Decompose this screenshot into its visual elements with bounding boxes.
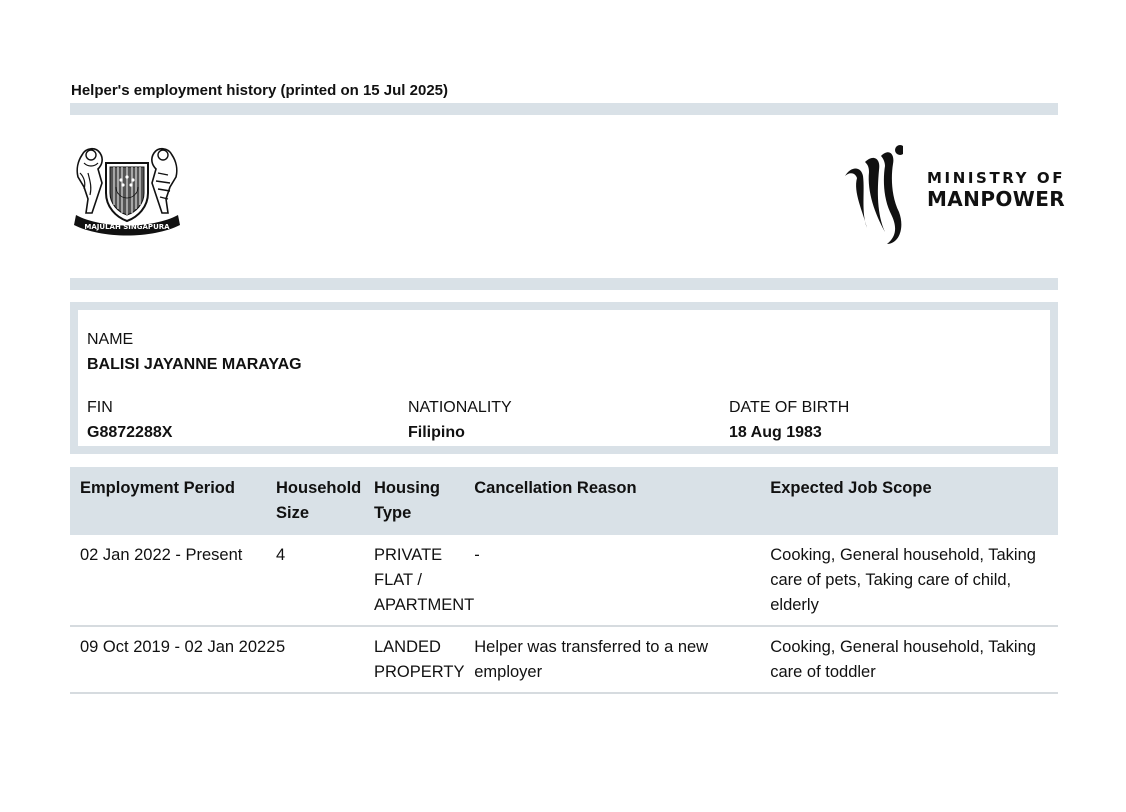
fin-value: G8872288X — [87, 424, 173, 441]
employment-history-table — [70, 467, 1058, 694]
cell-cancellation-reason: Helper was transferred to a new employer — [474, 626, 770, 693]
header-employment-period: Employment Period — [70, 467, 276, 535]
cell-household-size: 5 — [276, 626, 374, 693]
mom-wordmark-line1: MINISTRY OF — [927, 169, 1066, 187]
logo-divider-bar — [70, 278, 1058, 290]
table-row — [70, 535, 1058, 626]
ministry-of-manpower-logo — [843, 140, 903, 248]
nationality-label: NATIONALITY — [408, 399, 512, 416]
cell-housing-type: LANDED PROPERTY — [374, 626, 474, 693]
singapore-coat-of-arms-logo — [72, 143, 182, 239]
date-of-birth-value: 18 Aug 1983 — [729, 424, 822, 441]
cell-expected-job-scope: Cooking, General household, Taking care of toddler — [770, 626, 1058, 693]
header-expected-job-scope: Expected Job Scope — [770, 467, 1058, 535]
table-header-row — [70, 467, 1058, 535]
name-value: BALISI JAYANNE MARAYAG — [87, 356, 302, 373]
table-row — [70, 626, 1058, 693]
header-cancellation-reason: Cancellation Reason — [474, 467, 770, 535]
header-divider-bar — [70, 103, 1058, 115]
nationality-value: Filipino — [408, 424, 465, 441]
helper-info-card — [78, 310, 1050, 446]
ministry-of-manpower-wordmark — [927, 168, 1066, 211]
helper-info-panel — [70, 302, 1058, 454]
cell-housing-type: PRIVATE FLAT / APARTMENT — [374, 535, 474, 626]
document-title: Helper's employment history (printed on 15 Jul 2025) — [71, 82, 448, 99]
cell-employment-period: 09 Oct 2019 - 02 Jan 2022 — [70, 626, 276, 693]
cell-employment-period: 02 Jan 2022 - Present — [70, 535, 276, 626]
name-label: NAME — [87, 331, 134, 348]
cell-expected-job-scope: Cooking, General household, Taking care of pets, Taking care of child, elderly — [770, 535, 1058, 626]
header-household-size: Household Size — [276, 467, 374, 535]
cell-cancellation-reason: - — [474, 535, 770, 626]
date-of-birth-label: DATE OF BIRTH — [729, 399, 850, 416]
cell-household-size: 4 — [276, 535, 374, 626]
mom-wordmark-line2: MANPOWER — [927, 187, 1066, 211]
fin-label: FIN — [87, 399, 113, 416]
header-housing-type: Housing Type — [374, 467, 474, 535]
crest-motto: MAJULAH SINGAPURA — [84, 223, 170, 231]
